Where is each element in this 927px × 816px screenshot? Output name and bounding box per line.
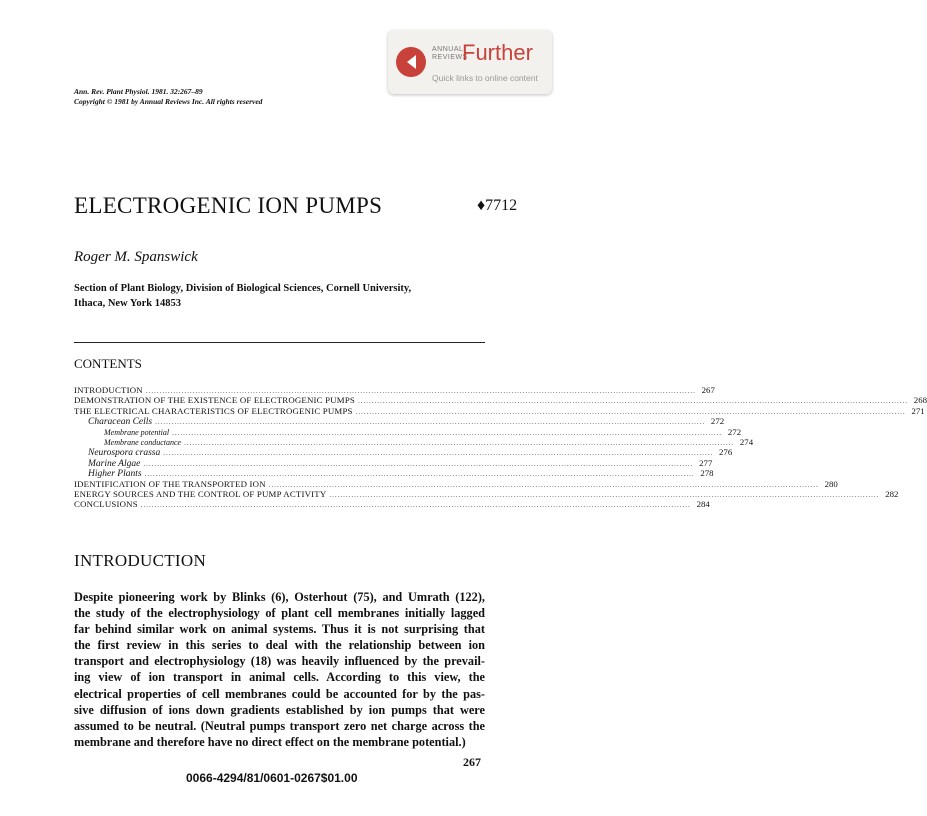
affiliation-line-1: Section of Plant Biology, Division of Biological Sciences, Cornell University, (74, 283, 412, 294)
toc-entry-page: 280 (824, 478, 838, 489)
toc-entry-label: IDENTIFICATION OF THE TRANSPORTED ION (74, 478, 266, 489)
toc-entry-page: 276 (719, 447, 733, 458)
toc-entry-page: 277 (699, 457, 713, 468)
paragraph-line: electrical properties of cell membranes could be accounted for by the pas- (74, 686, 485, 701)
toc-entry-page: 272 (727, 426, 742, 437)
paragraph-line: sive diffusion of ions down gradients established by ion pumps that were (74, 702, 485, 717)
affiliation (74, 281, 494, 311)
toc-entry[interactable] (74, 385, 715, 395)
introduction-paragraph (74, 589, 485, 750)
paragraph-line: membrane and therefore have no direct effect on the membrane potential.) (74, 734, 466, 749)
toc-entry[interactable] (74, 468, 714, 480)
toc-leader-dots: ........................................................................................................................................................................................................ (155, 418, 706, 427)
badge-quick-links: Quick links to online content (432, 73, 538, 83)
toc-entry[interactable] (74, 447, 733, 459)
author: Roger M. Spanswick (74, 249, 198, 265)
divider (74, 342, 485, 343)
toc-entry[interactable] (74, 499, 710, 510)
toc-entry-page: 267 (701, 385, 715, 395)
citation-line-2: Copyright © 1981 by Annual Reviews Inc. All rights reserved (74, 97, 263, 106)
toc-entry-page: 278 (700, 468, 714, 479)
toc-entry-page: 274 (739, 436, 754, 447)
toc-entry-page: 272 (710, 416, 725, 427)
toc-leader-dots: ........................................................................................................................................................................................................ (145, 387, 696, 395)
play-arrow-icon (396, 47, 426, 77)
toc-entry-label: Marine Algae (88, 458, 141, 469)
article-title: ELECTROGENIC ION PUMPS (74, 193, 383, 218)
toc-leader-dots: ........................................................................................................................................................................................................ (358, 397, 908, 406)
toc-entry[interactable] (74, 405, 925, 416)
toc-entry-label: Membrane conductance (104, 437, 182, 447)
paragraph-line: the study of the electrophysiology of plant cell membranes initially lagged (74, 606, 485, 621)
further-badge[interactable] (388, 30, 552, 94)
badge-annual: ANNUAL (432, 46, 464, 53)
contents-heading: CONTENTS (74, 356, 142, 371)
toc-leader-dots: ........................................................................................................................................................................................................ (143, 459, 694, 468)
toc-entry[interactable] (74, 416, 725, 428)
toc-leader-dots: ........................................................................................................................................................................................................ (329, 490, 880, 499)
toc-entry[interactable] (74, 478, 838, 489)
toc-leader-dots: ........................................................................................................................................................................................................ (172, 428, 723, 437)
toc-leader-dots: ........................................................................................................................................................................................................ (144, 470, 695, 479)
price-code: 0066-4294/81/0601-0267$01.00 (186, 771, 358, 785)
toc-leader-dots: ........................................................................................................................................................................................................ (140, 501, 691, 510)
toc-entry-label: DEMONSTRATION OF THE EXISTENCE OF ELECTROGENIC PUMPS (74, 395, 355, 406)
paragraph-line: transport and electrophysiology (18) was heavily influenced by the prevail- (74, 654, 485, 669)
citation-line-1: Ann. Rev. Plant Physiol. 1981. 32:267–89 (74, 87, 203, 96)
toc-leader-dots: ........................................................................................................................................................................................................ (184, 438, 735, 447)
toc-entry-page: 284 (696, 499, 710, 510)
badge-reviews: REVIEWS (432, 54, 468, 61)
toc-entry-page: 271 (911, 405, 925, 416)
toc-leader-dots: ........................................................................................................................................................................................................ (163, 449, 714, 458)
article-code: ♦7712 (477, 197, 518, 214)
toc-leader-dots: ........................................................................................................................................................................................................ (355, 407, 906, 416)
toc-entry[interactable] (74, 488, 899, 499)
paragraph-line: ing view of ion transport in animal cells. According to this view, the (74, 670, 485, 685)
toc-entry[interactable] (74, 436, 754, 447)
toc-entry[interactable] (74, 426, 742, 437)
affiliation-line-2: Ithaca, New York 14853 (74, 298, 181, 309)
paragraph-line: far behind similar work on animal systems. Thus it is not surprising that (74, 622, 485, 637)
toc-entry-label: INTRODUCTION (74, 385, 143, 395)
table-of-contents (74, 385, 927, 510)
badge-further: Further (462, 40, 533, 65)
toc-entry-label: ENERGY SOURCES AND THE CONTROL OF PUMP ACTIVITY (74, 488, 327, 499)
toc-entry-label: Membrane potential (104, 427, 170, 437)
page-number: 267 (463, 755, 481, 769)
toc-entry[interactable] (74, 457, 713, 469)
toc-entry-label: Characean Cells (88, 417, 153, 428)
toc-entry[interactable] (74, 395, 927, 406)
paragraph-line: the first review in this series to deal with the relationship between ion (74, 638, 485, 653)
toc-entry-page: 268 (913, 395, 927, 406)
toc-entry-label: Higher Plants (88, 469, 142, 480)
toc-entry-label: CONCLUSIONS (74, 499, 138, 510)
toc-entry-label: THE ELECTRICAL CHARACTERISTICS OF ELECTROGENIC PUMPS (74, 405, 353, 416)
toc-leader-dots: ........................................................................................................................................................................................................ (268, 480, 819, 489)
toc-entry-label: Neurospora crassa (88, 448, 161, 459)
paragraph-line: assumed to be neutral. (Neutral pumps transport zero net charge across the (74, 718, 485, 733)
paragraph-line: Despite pioneering work by Blinks (6), Osterhout (75), and Umrath (122), (74, 590, 485, 604)
toc-entry-page: 282 (885, 488, 899, 499)
introduction-heading: INTRODUCTION (74, 551, 207, 570)
